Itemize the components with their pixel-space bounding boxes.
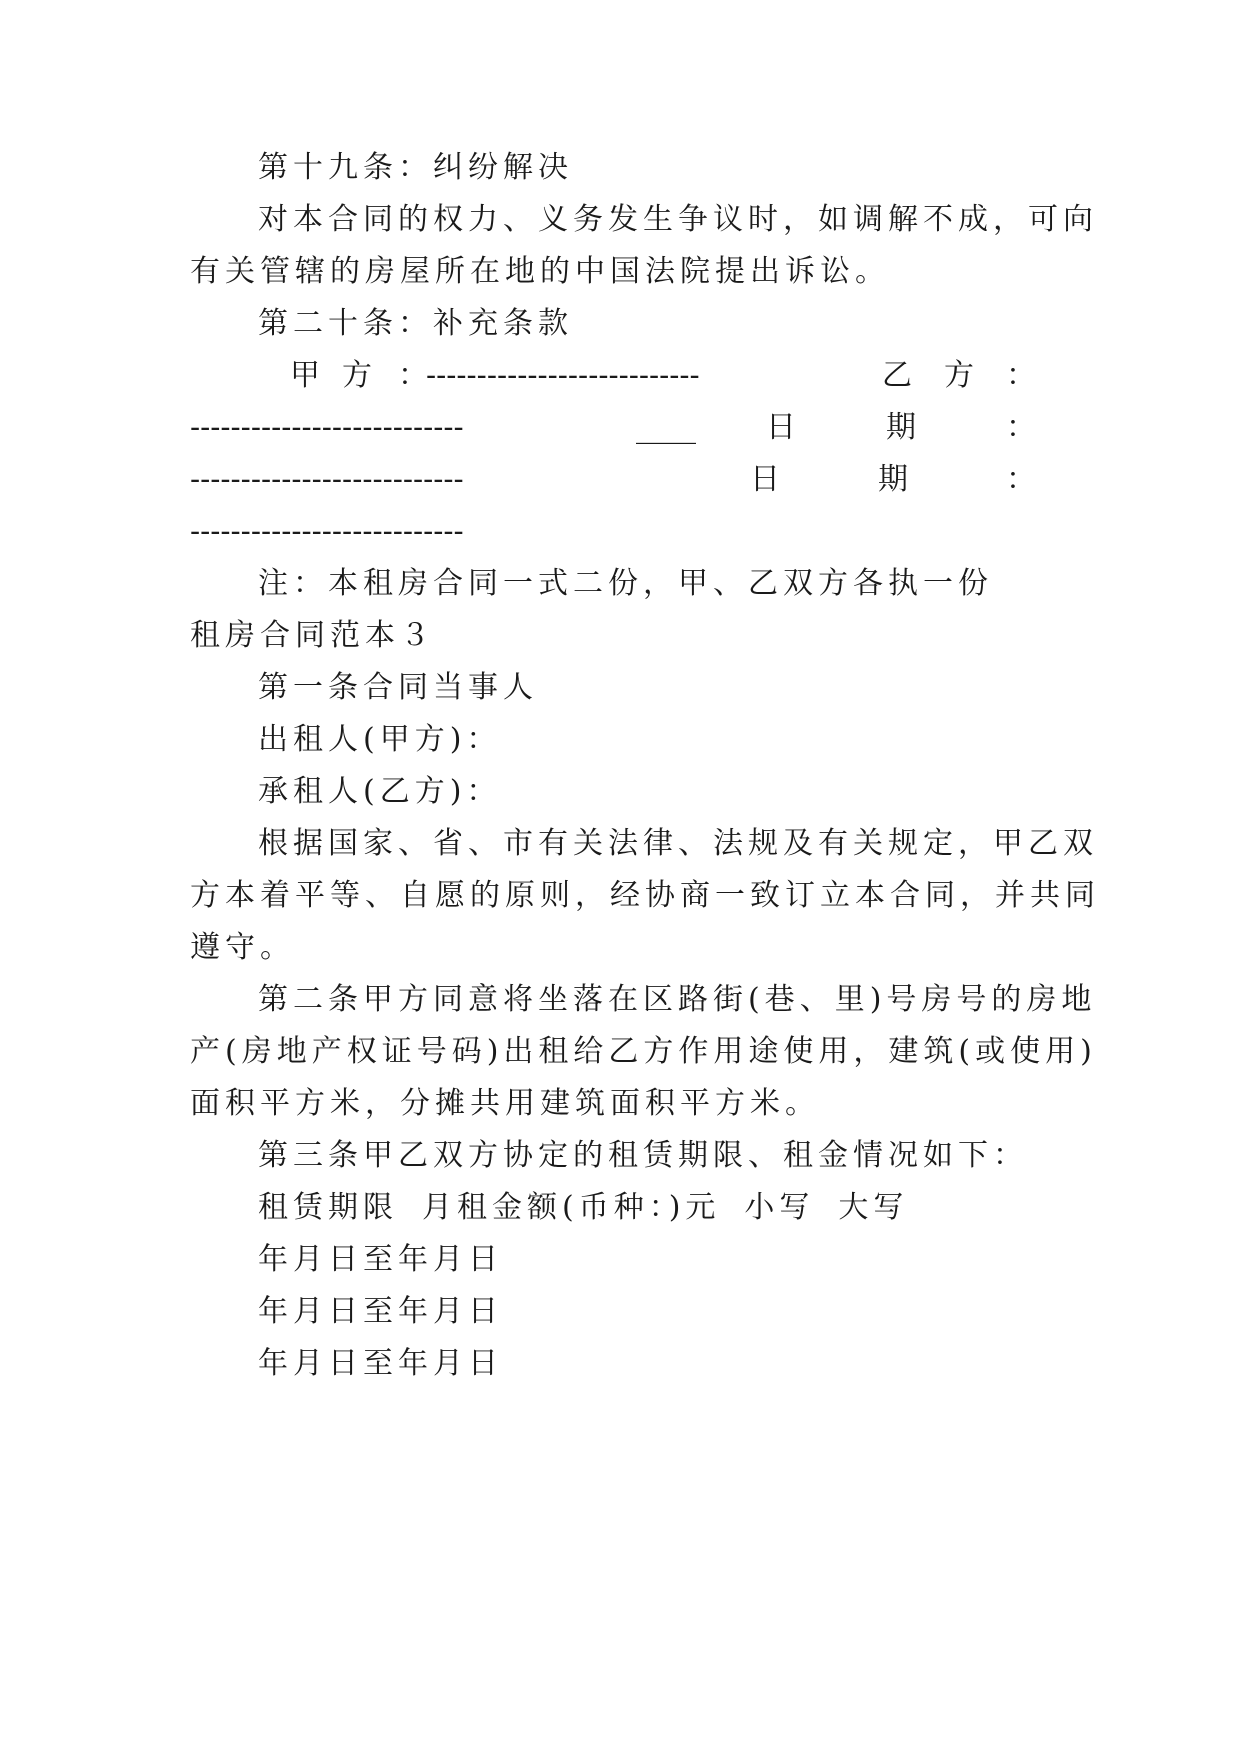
article-19-body-line-2: 有关管辖的房屋所在地的中国法院提出诉讼。 xyxy=(190,254,890,289)
date-2-colon: ： xyxy=(1006,462,1036,497)
date-char-2: 期 xyxy=(886,410,916,445)
party-b-signature-blank: --------------------------- xyxy=(190,410,464,445)
article-20-heading: 第二十条：补充条款 xyxy=(258,306,573,341)
party-a-colon: ： xyxy=(398,358,428,393)
date-2-blank: --------------------------- xyxy=(190,514,464,549)
lessee-line: 承租人(乙方)： xyxy=(258,774,502,809)
party-b-char-1: 乙 xyxy=(882,358,912,393)
date-1-blank: --------------------------- xyxy=(190,462,464,497)
article-2-line-2: 产(房地产权证号码)出租给乙方作用途使用，建筑(或使用) xyxy=(190,1034,1097,1069)
party-a-char-2: 方 xyxy=(342,358,372,393)
lease-term-label: 租赁期限 xyxy=(258,1190,398,1225)
article-2-line-1: 第二条甲方同意将坐落在区路街(巷、里)号房号的房地 xyxy=(258,982,1097,1017)
underline-blank: ____ xyxy=(636,410,696,445)
article-1-heading: 第一条合同当事人 xyxy=(258,670,538,705)
lowercase-amount-label: 小写 xyxy=(744,1190,815,1225)
party-b-colon: ： xyxy=(1006,358,1036,393)
note-line: 注：本租房合同一式二份，甲、乙双方各执一份 xyxy=(258,566,993,601)
article-3-heading: 第三条甲乙双方协定的租赁期限、租金情况如下： xyxy=(258,1138,1028,1173)
article-19-heading: 第十九条：纠纷解决 xyxy=(258,150,573,185)
rent-period-row-3: 年月日至年月日 xyxy=(258,1346,503,1381)
party-a-signature-blank: --------------------------- xyxy=(426,358,700,393)
preamble-line-3: 遵守。 xyxy=(190,930,295,965)
rent-period-row-1: 年月日至年月日 xyxy=(258,1242,503,1277)
lessor-line: 出租人(甲方)： xyxy=(258,722,502,757)
article-2-line-3: 面积平方米，分摊共用建筑面积平方米。 xyxy=(190,1086,820,1121)
date-2-char-1: 日 xyxy=(750,462,780,497)
date-2-char-2: 期 xyxy=(878,462,908,497)
monthly-rent-label: 月租金额(币种：)元 xyxy=(422,1190,721,1225)
contract-template-title: 租房合同范本３ xyxy=(190,618,435,653)
date-colon: ： xyxy=(1006,410,1036,445)
rent-table-header xyxy=(0,1188,1241,1228)
party-a-char-1: 甲 xyxy=(290,358,320,393)
article-19-body-line-1: 对本合同的权力、义务发生争议时，如调解不成，可向 xyxy=(258,202,1098,237)
party-b-char-2: 方 xyxy=(944,358,974,393)
date-char-1: 日 xyxy=(766,410,796,445)
preamble-line-1: 根据国家、省、市有关法律、法规及有关规定，甲乙双 xyxy=(258,826,1098,861)
preamble-line-2: 方本着平等、自愿的原则，经协商一致订立本合同，并共同 xyxy=(190,878,1100,913)
uppercase-amount-label: 大写 xyxy=(838,1190,909,1225)
rent-period-row-2: 年月日至年月日 xyxy=(258,1294,503,1329)
